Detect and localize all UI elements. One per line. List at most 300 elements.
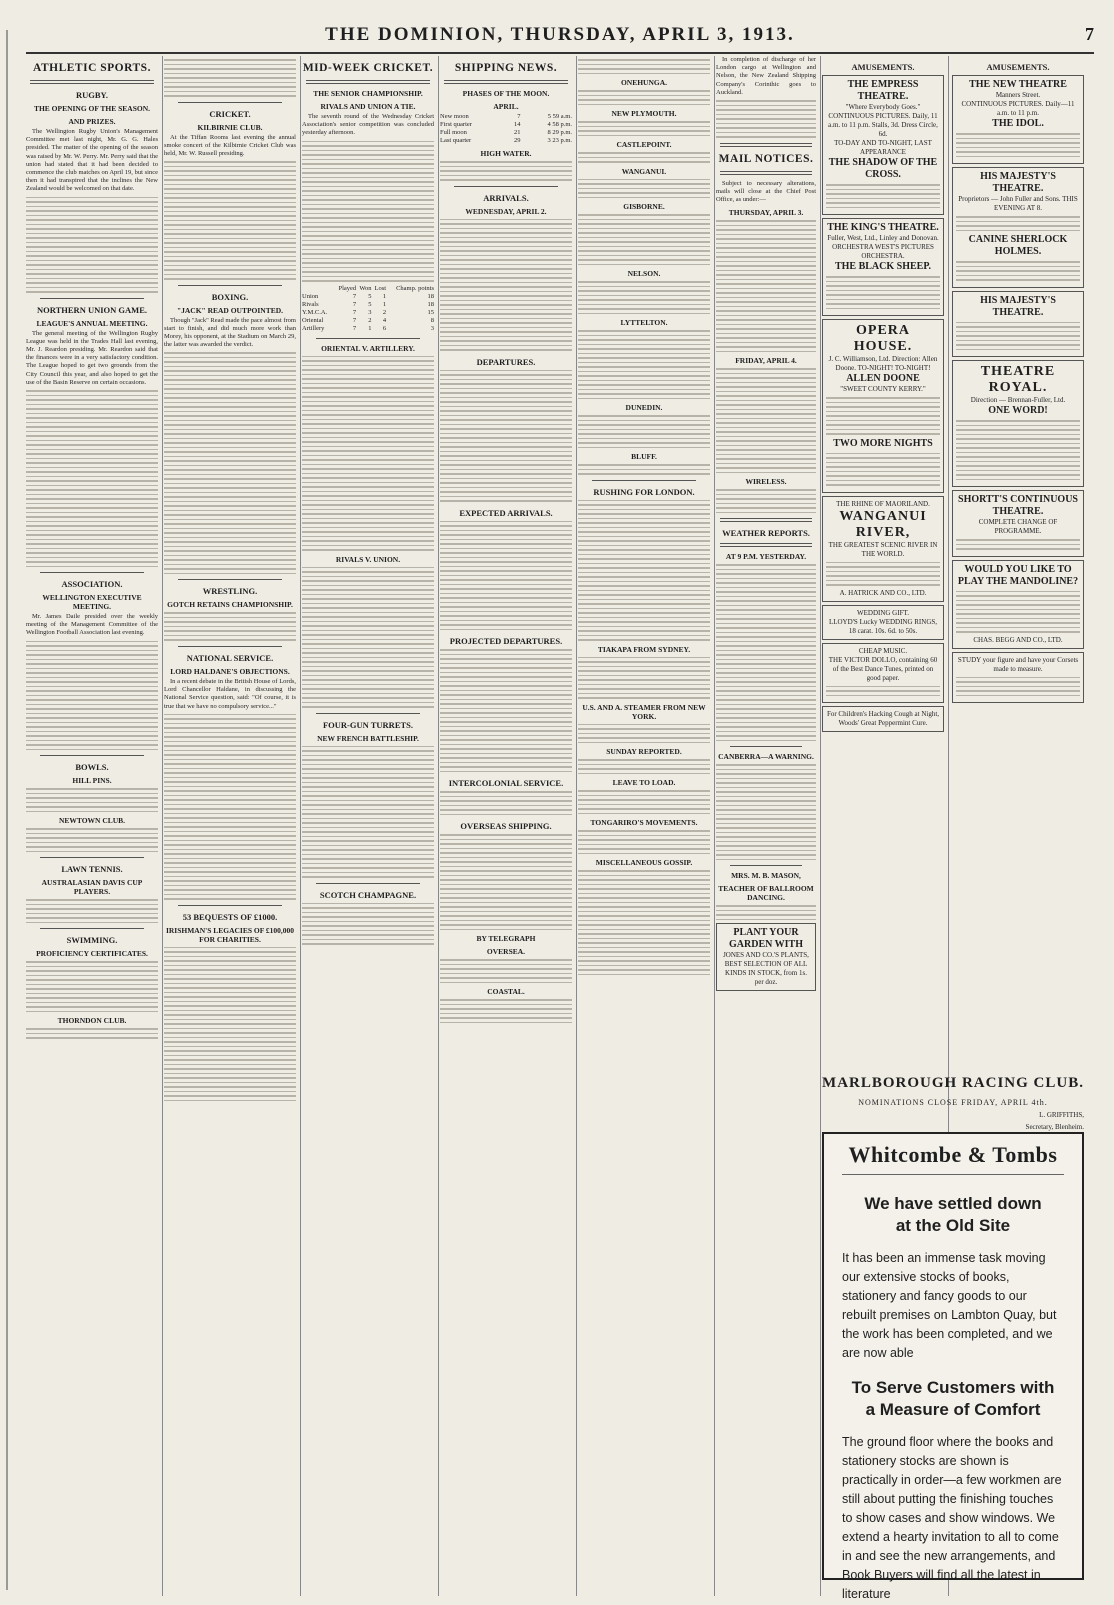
subheading-oriental-artillery: ORIENTAL V. ARTILLERY.: [321, 343, 415, 353]
table-cell: 3: [430, 324, 434, 332]
table-cell: Y.M.C.A.: [302, 308, 328, 316]
table-cell: Rivals: [302, 300, 319, 308]
text-filler: [440, 791, 572, 815]
divider: [720, 143, 812, 147]
ad-cheap-title: CHEAP MUSIC.: [858, 646, 908, 655]
ad-shortts-title: SHORTT'S CONTINUOUS THEATRE.: [958, 494, 1078, 517]
ad-shortts-text: COMPLETE CHANGE OF PROGRAMME.: [978, 518, 1058, 535]
text-filler: [26, 197, 158, 293]
divider: [592, 480, 696, 481]
text-filler: [956, 539, 1080, 550]
text-filler: [164, 161, 296, 280]
subheading-leave-to-load: LEAVE TO LOAD.: [612, 778, 676, 787]
text-filler: [578, 830, 710, 854]
text-filler: [578, 870, 710, 975]
divider: [720, 171, 812, 175]
article-midweek-intro: The seventh round of the Wednesday Cricket Association's senior competition was concluded yesterday afternoon.: [302, 113, 434, 137]
section-heading-mail: MAIL NOTICES.: [718, 152, 814, 165]
ad-cheap-text: THE VICTOR DOLLO, containing 60 of the Best Dance Tunes, printed on good paper.: [828, 655, 938, 682]
masthead: [26, 18, 1094, 54]
subheading-league-meeting: LEAGUE'S ANNUAL MEETING.: [36, 318, 148, 328]
table-cell: 15: [427, 308, 434, 316]
ad-marlborough-role: Secretary, Blenheim.: [1025, 1123, 1084, 1131]
text-filler: [440, 521, 572, 631]
ad-opera-title: OPERA HOUSE.: [853, 323, 913, 354]
subheading-by-telegraph: BY TELEGRAPH: [476, 934, 536, 943]
ad-royal-text: Direction — Brennan-Fuller, Ltd.: [970, 396, 1066, 404]
ad-peppermint-text: For Children's Hacking Cough at Night, Woods' Great Peppermint Cure.: [826, 710, 940, 727]
table-row: [302, 325, 434, 333]
subheading-rugby-2: AND PRIZES.: [68, 117, 116, 126]
table-cell: 8 29 p.m.: [547, 129, 572, 136]
table-cell: 3: [368, 308, 372, 316]
article-shipping-notice: In completion of discharge of her London cargo at Wellington and Nelson, the New Zealand Shipping Company's Corinthic goes to Auckland.: [716, 56, 816, 96]
text-filler: [164, 352, 296, 574]
ad-kings-feature: THE BLACK SHEEP.: [834, 261, 932, 272]
subheading-canberra: CANBERRA—A WARNING.: [718, 752, 814, 762]
table-header: Played: [338, 284, 357, 292]
text-filler: [26, 899, 158, 923]
shortts-theatre-ad: [952, 490, 1084, 557]
subheading-tiakapa: TIAKAPA FROM SYDNEY.: [597, 644, 691, 654]
article-rugby: The Wellington Rugby Union's Management Committee met last night, Mr. G. G. Hales presided. The matter of the opening of the season was raised by Mr. W. Perry. Mr. Perry said that the union had stated that it had been decided to commence the club matches on April 19, but since then it had transpired that the inclines the New Zealand would be welcomed on that date.: [26, 128, 158, 193]
ad-corsets-text: STUDY your figure and have your Corsets made to measure.: [957, 655, 1079, 673]
table-cell: 5: [368, 292, 372, 300]
heading-cricket: CRICKET.: [209, 108, 251, 119]
empress-theatre-ad: [822, 75, 944, 215]
text-filler: [716, 368, 816, 473]
divider: [178, 285, 282, 286]
ad-majesty-title: HIS MAJESTY'S THEATRE.: [980, 171, 1056, 194]
text-filler: [26, 641, 158, 751]
ad-new-theatre-title: THE NEW THEATRE: [969, 79, 1067, 90]
heading-turrets: FOUR-GUN TURRETS.: [322, 719, 414, 730]
ad-majesty-text: Proprietors — John Fuller and Sons. THIS EVENING AT 8.: [958, 195, 1078, 212]
subheading-wanganui: WANGANUI.: [621, 166, 667, 176]
text-filler: [716, 764, 816, 860]
table-cell: 1: [382, 292, 387, 300]
heading-weather: WEATHER REPORTS.: [722, 528, 810, 539]
text-filler: [440, 834, 572, 930]
heading-intercolonial: INTERCOLONIAL SERVICE.: [448, 778, 564, 788]
table-header: Champ. points: [396, 284, 434, 292]
ad-whitcombe-headline-1b: at the Old Site: [895, 1216, 1011, 1235]
subheading-wireless: WIRELESS.: [745, 477, 787, 487]
text-filler: [26, 961, 158, 1012]
text-filler: [716, 100, 816, 138]
table-cell: 1: [382, 300, 387, 308]
mandoline-ad: [952, 560, 1084, 649]
column-shipping-ports: [578, 56, 715, 1596]
heading-scotch-champagne: SCOTCH CHAMPAGNE.: [319, 889, 417, 900]
divider: [316, 713, 420, 714]
section-heading-amusements: AMUSEMENTS.: [851, 62, 915, 72]
subheading-legacies: IRISHMAN'S LEGACIES OF £100,000 FOR CHARITIES.: [165, 925, 295, 944]
text-filler: [440, 161, 572, 181]
column-athletic-sports: [26, 56, 163, 1596]
ad-whitcombe-brand: Whitcombe & Tombs: [842, 1142, 1064, 1175]
text-filler: [578, 214, 710, 265]
ad-mandoline-title: WOULD YOU LIKE TO PLAY THE MANDOLINE?: [957, 563, 1079, 587]
text-filler: [578, 59, 710, 74]
table-cell: 2: [382, 308, 387, 316]
subheading-bluff: BLUFF.: [631, 452, 657, 461]
text-filler: [302, 141, 434, 282]
heading-wrestling: WRESTLING.: [202, 586, 258, 597]
text-filler: [826, 562, 940, 586]
table-cell: 7: [352, 316, 357, 324]
text-filler: [956, 420, 1080, 480]
table-cell: 7: [352, 324, 357, 332]
subheading-association: WELLINGTON EXECUTIVE MEETING.: [42, 593, 142, 612]
subheading-coastal: COASTAL.: [487, 987, 525, 996]
heading-swimming: SWIMMING.: [66, 935, 118, 946]
text-filler: [164, 59, 296, 97]
subheading-battleship: NEW FRENCH BATTLESHIP.: [317, 733, 419, 743]
section-heading-midweek: MID-WEEK CRICKET.: [302, 62, 434, 74]
ad-empress-tonight: TO-DAY AND TO-NIGHT, LAST APPEARANCE: [834, 139, 932, 156]
divider: [306, 80, 430, 84]
table-cell: 5: [368, 300, 372, 308]
subheading-moon-month: APRIL.: [493, 102, 519, 111]
subheading-proficiency: PROFICIENCY CERTIFICATES.: [36, 949, 148, 959]
corsets-ad: [952, 652, 1084, 704]
divider: [40, 857, 144, 858]
ad-new-theatre-text: CONTINUOUS PICTURES. Daily—11 a.m. to 11 p.m.: [961, 100, 1075, 117]
table-cell: 18: [427, 292, 434, 300]
subheading-oversea: OVERSEA.: [486, 947, 526, 956]
subheading-gisborne: GISBORNE.: [623, 202, 665, 211]
ad-whitcombe-headline-2a: To Serve Customers with: [851, 1378, 1055, 1397]
subheading-gossip: MISCELLANEOUS GOSSIP.: [595, 858, 693, 867]
ad-marlborough-signature: L. GRIFFITHS,: [1039, 1111, 1084, 1119]
table-cell: 5 59 a.m.: [547, 113, 572, 120]
column-cricket-boxing: [164, 56, 301, 1596]
heading-lawn-tennis: LAWN TENNIS.: [61, 864, 123, 875]
newspaper-title: THE DOMINION, THURSDAY, APRIL 3, 1913.: [325, 24, 795, 45]
text-filler: [578, 415, 710, 448]
ad-new-theatre-feature: THE IDOL.: [992, 118, 1044, 129]
subheading-gotch: GOTCH RETAINS CHAMPIONSHIP.: [167, 600, 293, 610]
text-filler: [302, 356, 434, 551]
ad-whitcombe-headline-1a: We have settled down: [864, 1194, 1042, 1213]
opera-house-ad: [822, 319, 944, 493]
table-cell: 4: [382, 316, 387, 324]
divider: [178, 102, 282, 103]
table-cell: 18: [427, 300, 434, 308]
text-filler: [26, 788, 158, 812]
whitcombe-tombs-ad: [822, 1132, 1084, 1601]
text-filler: [302, 567, 434, 708]
text-filler: [440, 219, 572, 351]
subheading-rugby: THE OPENING OF THE SEASON.: [33, 104, 151, 113]
table-cell: New moon: [440, 113, 469, 120]
divider: [730, 746, 802, 747]
section-heading-amusements-2: AMUSEMENTS.: [986, 62, 1050, 72]
peppermint-cure-ad: [822, 706, 944, 732]
wanganui-river-ad: [822, 496, 944, 602]
ad-wedding-text: LLOYD'S Lucky WEDDING RINGS, 18 carat. 10s. 6d. to 50s.: [828, 617, 938, 635]
divider: [316, 883, 420, 884]
page-number: 7: [1085, 24, 1094, 44]
text-filler: [26, 390, 158, 567]
subheading-new-plymouth: NEW PLYMOUTH.: [611, 109, 677, 118]
text-filler: [164, 612, 296, 641]
text-filler: [956, 322, 1080, 351]
text-filler: [956, 677, 1080, 697]
divider: [40, 928, 144, 929]
text-filler: [164, 714, 296, 900]
text-filler: [826, 276, 940, 309]
text-filler: [956, 133, 1080, 157]
subheading-dunedin: DUNEDIN.: [625, 403, 663, 412]
text-filler: [826, 184, 940, 208]
divider: [178, 646, 282, 647]
subheading-lyttelton: LYTTELTON.: [620, 318, 668, 327]
heading-departures: DEPARTURES.: [476, 356, 536, 367]
subheading-ballroom: TEACHER OF BALLROOM DANCING.: [718, 884, 814, 903]
text-filler: [716, 489, 816, 513]
article-mail-intro: Subject to necessary alterations, mails will close at the Chief Post Office, as under:—: [716, 179, 816, 203]
subheading-mason: MRS. M. B. MASON,: [731, 871, 801, 881]
subheading-weather-time: AT 9 P.M. YESTERDAY.: [725, 552, 807, 562]
column-mail-weather: [716, 56, 821, 1596]
text-filler: [578, 152, 710, 163]
subheading-kilbirnie: KILBIRNIE CLUB.: [197, 122, 263, 132]
article-kilbirnie: At the Tiffan Rooms last evening the annual smoke concert of the Kilbirnie Cricket Club was held, Mr. W. Russell presiding.: [164, 133, 296, 157]
column-shipping-news: [440, 56, 577, 1596]
wedding-gift-ad: [822, 605, 944, 640]
ad-kings-text: Fuller, West, Ltd., Linley and Donovan. ORCHESTRA WEST'S PICTURES ORCHESTRA.: [827, 234, 939, 260]
subheading-nelson: NELSON.: [627, 269, 661, 278]
heading-bequests: 53 BEQUESTS OF £1000.: [182, 911, 278, 922]
table-header: Won: [359, 284, 372, 292]
subheading-rivals-union: RIVALS AND UNION A TIE.: [320, 102, 416, 111]
table-cell: 7: [352, 300, 357, 308]
ad-garden-title: PLANT YOUR GARDEN WITH: [729, 927, 803, 951]
article-national-service: In a recent debate in the British House of Lords, Lord Chancellor Haldane, in discussing the National Service question, said: "Of course, it is true that we have no compulsory service...": [164, 677, 296, 710]
table-row: [302, 317, 434, 325]
heading-projected-departures: PROJECTED DEPARTURES.: [449, 636, 563, 646]
text-filler: [716, 905, 816, 920]
subheading-castlepoint: CASTLEPOINT.: [616, 140, 672, 149]
heading-expected-arrivals: EXPECTED ARRIVALS.: [459, 507, 553, 518]
ad-opera-nights: TWO MORE NIGHTS: [833, 437, 933, 449]
table-cell: Oriental: [302, 316, 324, 324]
subheading-tongariro: TONGARIRO'S MOVEMENTS.: [590, 818, 698, 827]
heading-rugby: RUGBY.: [75, 90, 109, 100]
column-midweek-cricket: [302, 56, 439, 1596]
divider: [178, 579, 282, 580]
text-filler: [440, 649, 572, 772]
table-cell: 3 23 p.m.: [547, 137, 572, 144]
heading-association: ASSOCIATION.: [61, 579, 123, 590]
table-cell: 6: [382, 324, 387, 332]
ad-kings-title: THE KING'S THEATRE.: [827, 222, 939, 233]
heading-arrivals: ARRIVALS.: [483, 192, 529, 203]
divider: [30, 80, 154, 84]
table-row: [440, 121, 572, 129]
ad-empress-text: "Where Everybody Goes." CONTINUOUS PICTURES. Daily, 11 a.m. to 11 p.m. Stalls, 3d. Dress Circle, 6d.: [828, 103, 938, 138]
text-filler: [164, 947, 296, 1102]
text-filler: [440, 959, 572, 983]
divider: [444, 80, 568, 84]
text-filler: [578, 121, 710, 136]
article-northern-union: The general meeting of the Wellington Rugby League was held in the Trades Hall last evening, Mr. J. Reardon presiding. Mr. Reardon said that the finances were in a very satisfactory condition. The League hoped to get two grounds from the City Council this year, and also hoped to get the use of the Basin Reserve on certain occasions.: [26, 329, 158, 386]
subheading-jack-read: "JACK" READ OUTPOINTED.: [176, 305, 284, 315]
subheading-sunday: SUNDAY REPORTED.: [606, 747, 682, 756]
text-filler: [826, 397, 940, 435]
ad-empress-title: THE EMPRESS THEATRE.: [847, 79, 919, 102]
subheading-rivals-v-union: RIVALS V. UNION.: [335, 554, 401, 564]
ad-opera-play: "SWEET COUNTY KERRY.": [840, 385, 926, 393]
divider: [40, 755, 144, 756]
divider: [40, 298, 144, 299]
his-majestys-ad-2: [952, 291, 1084, 358]
table-cell: First quarter: [440, 121, 472, 128]
heading-bowls: BOWLS.: [75, 762, 109, 773]
table-cell: Union: [302, 292, 319, 300]
ad-wedding-title: WEDDING GIFT.: [857, 608, 909, 617]
table-row: [302, 309, 434, 317]
heading-overseas-shipping: OVERSEAS SHIPPING.: [460, 821, 552, 831]
table-cell: 14: [514, 121, 521, 128]
article-association: Mr. James Daile presided over the weekly meeting of the Management Committee of the Wellington Football Association last evening.: [26, 613, 158, 637]
text-filler: [440, 999, 572, 1023]
moon-phases-table: [440, 113, 572, 145]
divider: [40, 572, 144, 573]
his-majestys-ad: [952, 167, 1084, 288]
text-filler: [26, 828, 158, 852]
ad-opera-text: J. C. Williamson, Ltd. Direction: Allen Doone. TO-NIGHT! TO-NIGHT!: [828, 355, 938, 372]
subheading-high-water: HIGH WATER.: [480, 149, 532, 158]
ad-whitcombe-headline-2b: a Measure of Comfort: [865, 1400, 1041, 1419]
ad-empress-feature: THE SHADOW OF THE CROSS.: [828, 157, 938, 180]
table-cell: 21: [514, 129, 521, 136]
table-header: Lost: [374, 284, 387, 292]
divider: [454, 186, 558, 187]
subheading-haldane: LORD HALDANE'S OBJECTIONS.: [170, 666, 290, 676]
ad-royal-title: THEATRE ROYAL.: [980, 364, 1056, 395]
table-cell: 29: [514, 137, 521, 144]
article-boxing: Though "Jack" Read made the pace almost from start to finish, and did much more work than Morey, his opponent, at the Stadium on March 29, the latter was awarded the verdict.: [164, 316, 296, 349]
ad-new-theatre-sub: Manners Street.: [995, 91, 1041, 99]
subheading-us-steamer: U.S. AND A. STEAMER FROM NEW YORK.: [582, 702, 706, 721]
table-cell: 7: [352, 308, 357, 316]
table-cell: 7: [517, 113, 521, 120]
heading-rushing-london: RUSHING FOR LONDON.: [593, 486, 695, 497]
text-filler: [578, 179, 710, 199]
divider: [316, 338, 420, 339]
section-heading-shipping: SHIPPING NEWS.: [454, 62, 558, 74]
heading-northern-union: NORTHERN UNION GAME.: [37, 304, 147, 315]
subheading-newtown: NEWTOWN CLUB.: [58, 816, 126, 826]
heading-boxing: BOXING.: [211, 291, 249, 302]
subheading-onehunga: ONEHUNGA.: [620, 78, 668, 87]
table-cell: 4 58 p.m.: [547, 121, 572, 128]
table-cell: 7: [352, 292, 357, 300]
text-filler: [716, 564, 816, 741]
table-row: [440, 113, 572, 121]
text-filler: [578, 724, 710, 744]
text-filler: [578, 281, 710, 314]
text-filler: [302, 903, 434, 945]
subheading-davis-cup: AUSTRALASIAN DAVIS CUP PLAYERS.: [41, 878, 143, 897]
text-filler: [578, 759, 710, 774]
subheading-thursday: THURSDAY, APRIL 3.: [728, 208, 804, 218]
subheading-senior: THE SENIOR CHAMPIONSHIP.: [313, 89, 423, 98]
table-row: [302, 301, 434, 309]
ad-majesty-feature: CANINE SHERLOCK HOLMES.: [968, 234, 1068, 257]
ad-garden-jones: JONES AND CO.'S PLANTS,: [723, 951, 809, 960]
garden-advertisement: [716, 923, 816, 991]
text-filler: [578, 657, 710, 699]
table-cell: 1: [368, 324, 372, 332]
table-cell: Full moon: [440, 129, 467, 136]
subheading-arrivals-date: WEDNESDAY, APRIL 2.: [465, 206, 547, 216]
subheading-moon: PHASES OF THE MOON.: [462, 89, 550, 98]
ad-begg: CHAS. BEGG AND CO., LTD.: [973, 635, 1063, 644]
ad-garden-stock: BEST SELECTION OF ALL KINDS IN STOCK, from 1s. per doz.: [724, 960, 808, 987]
championship-table: [302, 285, 434, 333]
column-amusements-2: [952, 56, 1088, 1066]
ad-wanganui-sub: THE GREATEST SCENIC RIVER IN THE WORLD.: [828, 540, 938, 558]
divider: [178, 905, 282, 906]
marlborough-racing-ad: [822, 1075, 1084, 1131]
ad-whitcombe-body-1: It has been an immense task moving our extensive stocks of books, stationery and fancy goods to our rebuilt premises on Lambton Quay, but the work has been completed, and we are now able: [842, 1251, 1057, 1360]
divider: [720, 543, 812, 547]
table-header-row: [302, 285, 434, 293]
ad-wanganui-title: WANGANUI RIVER,: [839, 508, 927, 540]
cheap-music-ad: [822, 643, 944, 704]
text-filler: [826, 686, 940, 697]
text-filler: [826, 453, 940, 486]
ad-royal-feature: ONE WORD!: [988, 405, 1048, 416]
table-cell: 8: [430, 316, 434, 324]
ad-opera-star: ALLEN DOONE: [846, 373, 920, 384]
theatre-royal-ad: [952, 360, 1084, 487]
text-filler: [956, 261, 1080, 281]
new-theatre-ad: [952, 75, 1084, 164]
heading-national-service: NATIONAL SERVICE.: [186, 652, 274, 663]
text-filler: [302, 746, 434, 878]
kings-theatre-ad: [822, 218, 944, 316]
text-filler: [956, 216, 1080, 231]
table-row: [302, 293, 434, 301]
text-filler: [26, 1028, 158, 1039]
text-filler: [578, 500, 710, 641]
table-row: [440, 129, 572, 137]
text-filler: [440, 370, 572, 502]
text-filler: [578, 90, 710, 105]
text-filler: [956, 591, 1080, 633]
table-cell: 2: [368, 316, 372, 324]
divider: [720, 518, 812, 522]
table-cell: Artillery: [302, 324, 325, 332]
section-heading-athletic: ATHLETIC SPORTS.: [33, 62, 151, 74]
subheading-thorndon: THORNDON CLUB.: [57, 1016, 127, 1026]
ad-marlborough-nominations: NOMINATIONS CLOSE FRIDAY, APRIL 4th.: [858, 1098, 1048, 1107]
text-filler: [578, 790, 710, 814]
table-row: [440, 137, 572, 145]
text-filler: [578, 464, 710, 475]
text-filler: [716, 220, 816, 352]
text-filler: [578, 330, 710, 399]
divider: [730, 865, 802, 866]
subheading-hill-pins: HILL PINS.: [72, 776, 112, 786]
page-edge-line: [6, 30, 8, 1590]
table-cell: Last quarter: [440, 137, 472, 144]
